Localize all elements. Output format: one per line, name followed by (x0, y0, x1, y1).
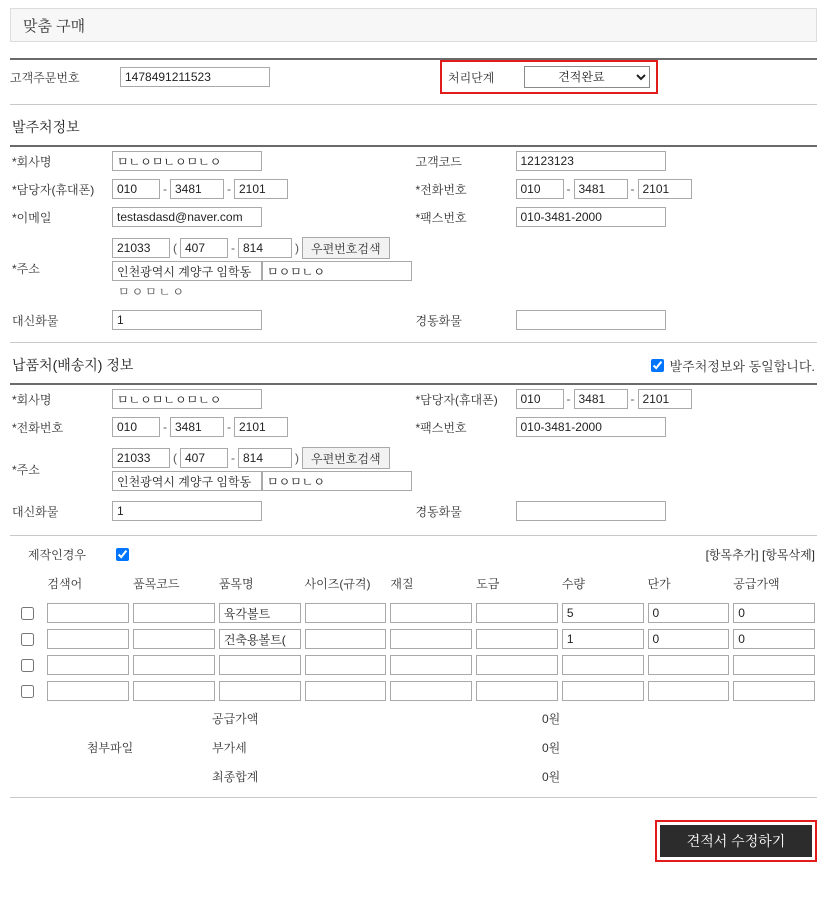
dash-separator: - (630, 182, 635, 196)
row-material-input[interactable] (390, 681, 472, 701)
orderer-proxy-input[interactable] (112, 310, 262, 330)
items-col-size: 사이즈(규격) (304, 577, 371, 591)
orderer-address-line2[interactable] (262, 261, 412, 281)
delivery-row-address (10, 441, 817, 497)
delivery-phone-cell (110, 413, 414, 441)
delivery-same-as-group (651, 356, 815, 375)
row-plating-cell (474, 626, 560, 652)
row-supply-cell (731, 626, 817, 652)
row-size-cell (303, 678, 389, 704)
row-supply-input[interactable] (733, 655, 815, 675)
row-unit-price-cell (646, 626, 732, 652)
row-code-cell (131, 652, 217, 678)
items-col-keyword: 검색어 (47, 577, 83, 591)
delivery-address-cell (110, 441, 817, 497)
delivery-same-as-label: 발주처정보와 동일합니다. (669, 358, 815, 374)
row-code-input[interactable] (133, 629, 215, 649)
row-code-cell (131, 600, 217, 626)
processing-stage-select[interactable] (524, 66, 650, 88)
delivery-addr1-row (112, 471, 815, 491)
row-check-cell (10, 600, 45, 626)
processing-stage-group (440, 60, 658, 94)
delivery-zip-search-button[interactable]: 우편번호검색 (302, 447, 390, 469)
row-supply-input[interactable] (733, 603, 815, 623)
dash-separator: - (163, 420, 167, 434)
delivery-manager-label: *담당자(휴대폰) (415, 392, 498, 407)
delivery-manager-part3[interactable] (638, 389, 692, 409)
orderer-row-company (10, 147, 817, 175)
delivery-fax-label: *팩스번호 (415, 420, 467, 435)
delivery-phone-part3[interactable] (234, 417, 288, 437)
orderer-phone-cell (514, 175, 818, 203)
row-checkbox[interactable] (21, 659, 34, 672)
row-material-cell (388, 678, 474, 704)
table-row (10, 678, 817, 704)
row-size-cell (303, 652, 389, 678)
orderer-phone-part3[interactable] (638, 179, 692, 199)
row-unit-price-cell (646, 600, 732, 626)
row-size-input[interactable] (305, 681, 387, 701)
orderer-customer-code-label: 고객코드 (415, 154, 462, 169)
dash-separator: - (231, 451, 235, 465)
row-name-cell (217, 652, 303, 678)
orderer-section-title: 발주처정보 (12, 119, 80, 135)
dash-separator: - (227, 420, 231, 434)
totals-vat-value: 0원 (542, 741, 561, 755)
row-name-cell (217, 600, 303, 626)
row-material-input[interactable] (390, 603, 472, 623)
row-unit-price-input[interactable] (648, 629, 730, 649)
dash-separator: - (163, 182, 167, 196)
row-code-input[interactable] (133, 681, 215, 701)
submit-area (10, 798, 817, 876)
row-material-cell (388, 652, 474, 678)
delivery-row-phone (10, 413, 817, 441)
row-size-input[interactable] (305, 655, 387, 675)
items-delete-link[interactable]: [항목삭제] (761, 548, 815, 562)
orderer-address-line3: ㅁㅇㅁㄴㅇ (118, 285, 186, 299)
delivery-manager-part2[interactable] (574, 389, 628, 409)
orderer-kyungdong-cell (514, 306, 818, 334)
delivery-phone-label: *전화번호 (12, 420, 64, 435)
totals-final-label: 최종합계 (212, 770, 259, 784)
row-plating-input[interactable] (476, 603, 558, 623)
items-col-name: 품목명 (218, 577, 254, 591)
orderer-proxy-cell (110, 306, 414, 334)
row-name-input[interactable] (219, 655, 301, 675)
items-made-label: 제작인경우 (28, 548, 86, 562)
delivery-zip-sub2[interactable] (238, 448, 292, 468)
row-name-input[interactable] (219, 603, 301, 623)
processing-stage-label: 처리단계 (448, 70, 495, 85)
orderer-fax-label: *팩스번호 (415, 210, 467, 225)
orderer-form (10, 147, 817, 334)
delivery-fax-cell (514, 413, 818, 441)
order-no-label: 고객주문번호 (10, 70, 80, 85)
page-title-text: 맞춤 구매 (23, 17, 86, 35)
page-title (10, 8, 817, 42)
items-col-unit-price: 단가 (647, 577, 671, 591)
row-unit-price-cell (646, 652, 732, 678)
row-checkbox[interactable] (21, 685, 34, 698)
items-tbody (10, 600, 817, 704)
items-col-code: 품목코드 (133, 577, 180, 591)
orderer-company-label: *회사명 (12, 154, 52, 169)
orderer-row-address (10, 231, 817, 306)
orderer-manager-label: *담당자(휴대폰) (12, 182, 95, 197)
delivery-kyungdong-input[interactable] (516, 501, 666, 521)
row-check-cell (10, 626, 45, 652)
delivery-manager-part1[interactable] (516, 389, 564, 409)
row-check-cell (10, 678, 45, 704)
delivery-section-title: 납품처(배송지) 정보 (12, 357, 134, 373)
orderer-manager-cell (110, 175, 414, 203)
delivery-proxy-cell (110, 497, 414, 525)
orderer-row-manager (10, 175, 817, 203)
row-material-input[interactable] (390, 629, 472, 649)
orderer-zip-search-button[interactable]: 우편번호검색 (302, 237, 390, 259)
row-material-cell (388, 600, 474, 626)
delivery-address-line1[interactable] (112, 471, 262, 491)
row-code-cell (131, 626, 217, 652)
delivery-zip-sub1[interactable] (180, 448, 228, 468)
row-qty-cell (560, 678, 646, 704)
row-qty-cell (560, 652, 646, 678)
items-header-row (10, 571, 817, 600)
delivery-row-company (10, 385, 817, 413)
row-keyword-input[interactable] (47, 603, 129, 623)
orderer-kyungdong-input[interactable] (516, 310, 666, 330)
delivery-address-line2[interactable] (262, 471, 412, 491)
row-supply-input[interactable] (733, 629, 815, 649)
items-add-link[interactable]: [항목추가] (705, 548, 759, 562)
row-qty-input[interactable] (562, 603, 644, 623)
orderer-company-input[interactable] (112, 151, 262, 171)
row-plating-cell (474, 600, 560, 626)
row-supply-cell (731, 678, 817, 704)
order-header-row (10, 60, 817, 104)
table-row (10, 652, 817, 678)
row-plating-cell (474, 678, 560, 704)
row-name-cell (217, 678, 303, 704)
items-col-material: 재질 (390, 577, 414, 591)
row-supply-input[interactable] (733, 681, 815, 701)
orderer-phone-part2[interactable] (574, 179, 628, 199)
row-keyword-input[interactable] (47, 655, 129, 675)
delivery-proxy-input[interactable] (112, 501, 262, 521)
submit-quote-button[interactable]: 견적서 수정하기 (660, 825, 812, 857)
orderer-proxy-label: 대신화물 (12, 313, 59, 328)
orderer-fax-cell (514, 203, 818, 231)
row-checkbox[interactable] (21, 633, 34, 646)
orderer-address-label: *주소 (12, 262, 40, 276)
delivery-kyungdong-label: 경동화물 (415, 504, 462, 519)
items-links (706, 546, 815, 563)
dash-separator: - (566, 182, 571, 196)
delivery-company-input[interactable] (112, 389, 262, 409)
items-col-check (10, 571, 45, 600)
delivery-row-freight (10, 497, 817, 525)
row-size-input[interactable] (305, 603, 387, 623)
delivery-zip-input[interactable] (112, 448, 170, 468)
row-unit-price-input[interactable] (648, 681, 730, 701)
orderer-company-cell (110, 147, 414, 175)
row-plating-input[interactable] (476, 681, 558, 701)
delivery-address-label: *주소 (12, 462, 40, 477)
delivery-phone-part2[interactable] (170, 417, 224, 437)
orderer-manager-part1[interactable] (112, 179, 160, 199)
row-size-cell (303, 600, 389, 626)
table-row (10, 600, 817, 626)
items-table (10, 571, 817, 704)
orderer-addr1-row (112, 261, 815, 281)
orderer-address-line1[interactable] (112, 261, 262, 281)
row-unit-price-input[interactable] (648, 655, 730, 675)
row-qty-input[interactable] (562, 681, 644, 701)
row-material-input[interactable] (390, 655, 472, 675)
items-col-supply: 공급가액 (733, 577, 780, 591)
row-supply-cell (731, 652, 817, 678)
row-keyword-input[interactable] (47, 629, 129, 649)
orderer-zip-sub1[interactable] (180, 238, 228, 258)
delivery-company-label: *회사명 (12, 392, 52, 407)
row-name-input[interactable] (219, 629, 301, 649)
orderer-kyungdong-label: 경동화물 (415, 313, 462, 328)
row-plating-input[interactable] (476, 655, 558, 675)
row-keyword-cell (45, 626, 131, 652)
orderer-phone-part1[interactable] (516, 179, 564, 199)
orderer-customer-code-cell (514, 147, 818, 175)
totals-final-value: 0원 (542, 770, 561, 784)
orderer-email-label: *이메일 (12, 210, 52, 225)
delivery-kyungdong-cell (514, 497, 818, 525)
row-keyword-cell (45, 652, 131, 678)
row-qty-cell (560, 626, 646, 652)
paren-close: ) (295, 241, 299, 255)
delivery-form (10, 385, 817, 525)
row-code-cell (131, 678, 217, 704)
row-size-cell (303, 626, 389, 652)
orderer-manager-part3[interactable] (234, 179, 288, 199)
row-qty-input[interactable] (562, 655, 644, 675)
orderer-row-freight (10, 306, 817, 334)
totals-table (10, 704, 817, 791)
row-keyword-cell (45, 600, 131, 626)
row-plating-input[interactable] (476, 629, 558, 649)
row-check-cell (10, 652, 45, 678)
delivery-proxy-label: 대신화물 (12, 504, 59, 519)
delivery-section-header (10, 343, 817, 383)
orderer-fax-input[interactable] (516, 207, 666, 227)
dash-separator: - (630, 392, 635, 406)
paren-close: ) (295, 451, 299, 465)
paren-open: ( (173, 451, 177, 465)
delivery-company-cell (110, 385, 414, 413)
orderer-email-cell (110, 203, 414, 231)
submit-highlight (655, 820, 817, 862)
row-keyword-cell (45, 678, 131, 704)
row-qty-input[interactable] (562, 629, 644, 649)
row-code-input[interactable] (133, 603, 215, 623)
dash-separator: - (566, 392, 571, 406)
items-col-plating: 도금 (476, 577, 500, 591)
orderer-address-cell (110, 231, 817, 306)
orderer-email-input[interactable] (112, 207, 262, 227)
totals-row (10, 704, 817, 733)
orderer-manager-part2[interactable] (170, 179, 224, 199)
orderer-zip-input[interactable] (112, 238, 170, 258)
row-size-input[interactable] (305, 629, 387, 649)
row-unit-price-input[interactable] (648, 603, 730, 623)
row-checkbox[interactable] (21, 607, 34, 620)
totals-vat-label: 부가세 (212, 741, 247, 755)
row-unit-price-cell (646, 678, 732, 704)
row-keyword-input[interactable] (47, 681, 129, 701)
delivery-manager-cell (514, 385, 818, 413)
orderer-customer-code-input[interactable] (516, 151, 666, 171)
row-name-cell (217, 626, 303, 652)
row-name-input[interactable] (219, 681, 301, 701)
items-thead (10, 571, 817, 600)
orderer-zip-row (112, 237, 815, 259)
orderer-phone-label: *전화번호 (415, 182, 467, 197)
items-made-group (28, 546, 129, 563)
row-plating-cell (474, 652, 560, 678)
orderer-row-email (10, 203, 817, 231)
row-supply-cell (731, 600, 817, 626)
totals-supply-value: 0원 (542, 712, 561, 726)
totals-supply-label: 공급가액 (212, 712, 259, 726)
table-row (10, 626, 817, 652)
attachment-label: 첨부파일 (86, 741, 134, 755)
order-no-input[interactable] (120, 67, 270, 87)
items-col-qty: 수량 (561, 577, 586, 591)
orderer-addr-extra-row (112, 283, 815, 300)
delivery-same-as-checkbox[interactable] (651, 359, 664, 372)
delivery-fax-input[interactable] (516, 417, 666, 437)
delivery-phone-part1[interactable] (112, 417, 160, 437)
orderer-zip-sub2[interactable] (238, 238, 292, 258)
row-code-input[interactable] (133, 655, 215, 675)
dash-separator: - (231, 241, 235, 255)
row-material-cell (388, 626, 474, 652)
row-qty-cell (560, 600, 646, 626)
items-made-checkbox[interactable] (116, 548, 129, 561)
dash-separator: - (227, 182, 231, 196)
paren-open: ( (173, 241, 177, 255)
items-header (10, 536, 817, 571)
delivery-zip-row (112, 447, 815, 469)
